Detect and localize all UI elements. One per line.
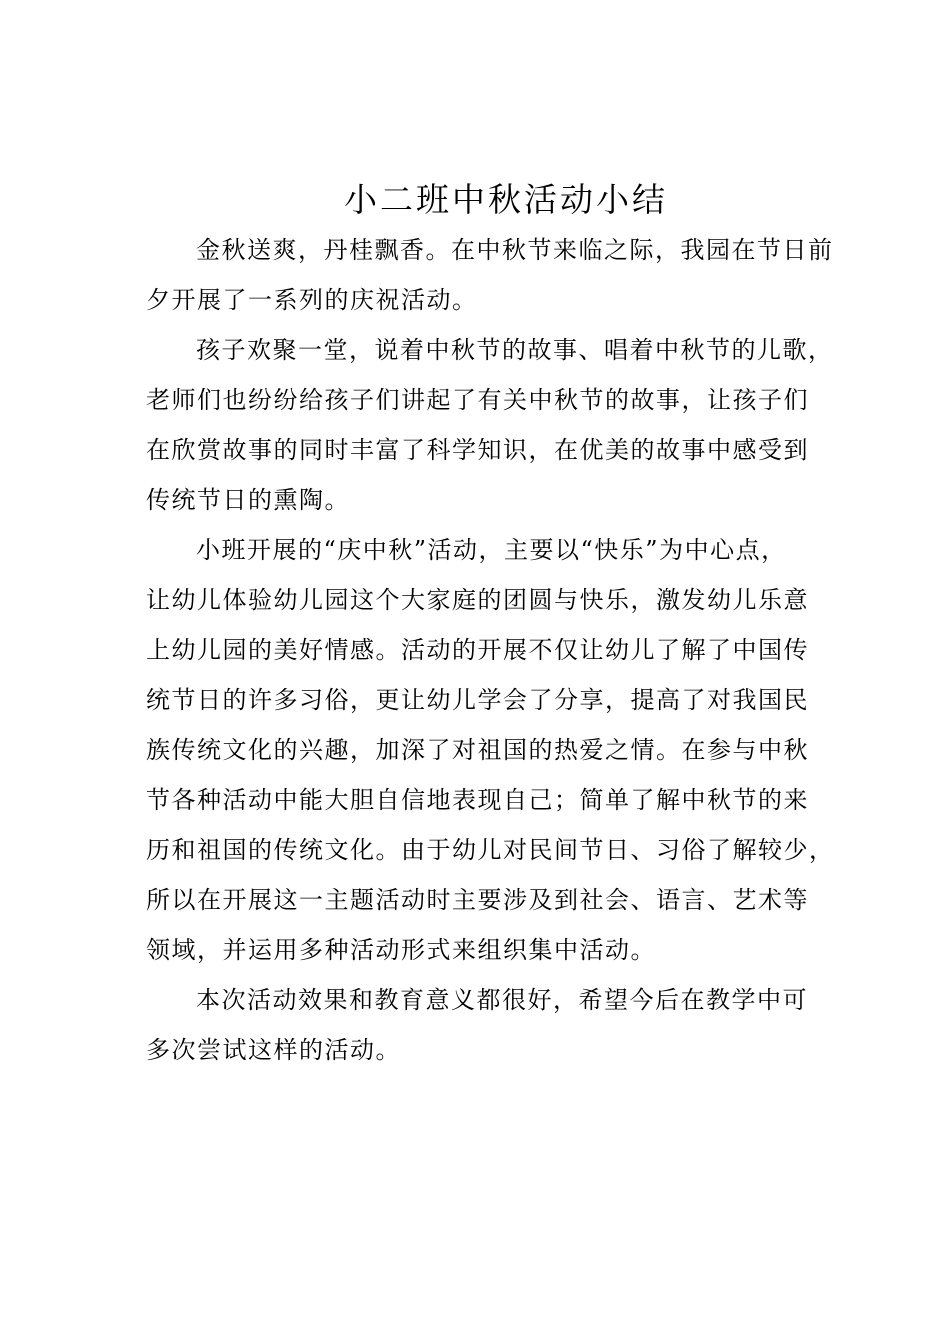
paragraph-3-line-3: 上幼儿园的美好情感。活动的开展不仅让幼儿了解了中国传 [146,636,809,664]
paragraph-2-line-1: 孩子欢聚一堂，说着中秋节的故事、唱着中秋节的儿歌， [196,336,834,364]
paragraph-3-line-1: 小班开展的“庆中秋”活动，主要以“快乐”为中心点， [196,536,787,564]
paragraph-4-line-2: 多次尝试这样的活动。 [146,1036,401,1064]
paragraph-3-line-8: 所以在开展这一主题活动时主要涉及到社会、语言、艺术等 [146,886,809,914]
paragraph-1-line-2: 夕开展了一系列的庆祝活动。 [146,286,478,314]
paragraph-2-line-4: 传统节日的熏陶。 [146,486,350,514]
paragraph-3-line-9: 领域，并运用多种活动形式来组织集中活动。 [146,936,656,964]
paragraph-3-line-5: 族传统文化的兴趣，加深了对祖国的热爱之情。在参与中秋 [146,736,809,764]
document-body [146,225,835,1075]
paragraph-3-line-6: 节各种活动中能大胆自信地表现自己；简单了解中秋节的来 [146,786,809,814]
paragraph-3-line-4: 统节日的许多习俗，更让幼儿学会了分享，提高了对我国民 [146,686,809,714]
paragraph-2-line-2: 老师们也纷纷给孩子们讲起了有关中秋节的故事，让孩子们 [146,386,809,414]
paragraph-2-line-3: 在欣赏故事的同时丰富了科学知识，在优美的故事中感受到 [146,436,809,464]
document-title: 小二班中秋活动小结 [344,180,668,219]
paragraph-3-line-2: 让幼儿体验幼儿园这个大家庭的团圆与快乐，激发幼儿乐意 [146,586,809,614]
paragraph-1-line-1: 金秋送爽，丹桂飘香。在中秋节来临之际，我园在节日前 [196,236,834,264]
paragraph-3-line-7: 历和祖国的传统文化。由于幼儿对民间节日、习俗了解较少， [146,836,835,864]
paragraph-4-line-1: 本次活动效果和教育意义都很好，希望今后在教学中可 [196,986,808,1014]
